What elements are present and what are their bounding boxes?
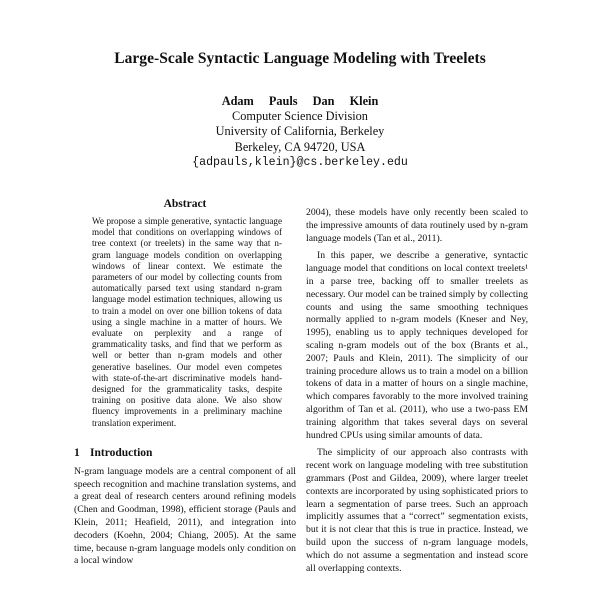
abstract-text: We propose a simple generative, syntactic language model that conditions on overlapping windows of tree context (or treelets) in the same way that n-gram language models condition on overlapping windows of linear context. We estimate the parameters of our model by collecting counts from automatically parsed text using standard n-gram language model estimation techniques, allowing us to train a model on over one billion tokens of data using a single machine in a matter of hours. We evaluate on perplexity and a range of grammaticality tasks, and find that we perform as well or better than n-gram models and other generative baselines. Our model even competes with state-of-the-art discriminative models hand-designed for the grammaticality tasks, despite training on positive data alone. We also show fluency improvements in a preliminary machine translation experiment. — [92, 216, 282, 428]
right-column — [306, 207, 528, 575]
author-names: Adam Pauls Dan Klein — [221, 94, 379, 108]
section-number: 1 — [74, 446, 80, 459]
left-column — [74, 198, 296, 568]
author-location: Berkeley, CA 94720, USA — [234, 139, 366, 154]
section-title: Introduction — [90, 446, 153, 459]
right-paragraph-1: 2004), these models have only recently been scaled to the impressive amounts of data routinely used by n-gram language models (Tan et al., 2011). — [306, 207, 528, 244]
paper-title: Large-Scale Syntactic Language Modeling with Treelets — [114, 50, 486, 67]
abstract-heading: Abstract — [163, 198, 207, 210]
author-block — [0, 94, 600, 170]
introduction-paragraph: N-gram language models are a central component of all speech recognition and machine translation systems, and a great deal of research centers around refining models (Chen and Goodman, 1998), efficient storage (Pauls and Klein, 2011; Heafield, 2011), and integration into decoders (Koehn, 2004; Chiang, 2005). At the same time, because n-gram language models only condition on a local window — [74, 465, 296, 567]
right-paragraph-3: The simplicity of our approach also contrasts with recent work on language modeling with tree substitution grammars (Post and Gildea, 2009), where larger treelet contexts are incorporated by using sophisticated priors to learn a segmentation of parse trees. Such an approach implicitly assumes that a “correct” segmentation exists, but it is not clear that this is true in practice. Instead, we build upon the success of n-gram language models, which do not assume a segmentation and instead score all overlapping contexts. — [306, 447, 528, 574]
introduction-heading — [74, 447, 296, 459]
author-department: Computer Science Division — [232, 109, 368, 124]
author-university: University of California, Berkeley — [215, 124, 385, 139]
author-email: {adpauls,klein}@cs.berkeley.edu — [192, 155, 408, 169]
right-paragraph-2: In this paper, we describe a generative, syntactic language model that conditions on local context treelets¹ in a parse tree, backing off to smaller treelets as necessary. Our model can be trained simply by collecting counts and using the same smoothing techniques normally applied to n-gram models (Kneser and Ney, 1995), enabling us to apply techniques developed for scaling n-gram models out of the box (Brants et al., 2007; Pauls and Klein, 2011). The simplicity of our training procedure allows us to train a model on a billion tokens of data in a matter of hours on a single machine, which compares favorably to the more involved training algorithm of Tan et al. (2011), who use a two-pass EM training algorithm that takes several days on several hundred CPUs using similar amounts of data. — [306, 250, 528, 441]
